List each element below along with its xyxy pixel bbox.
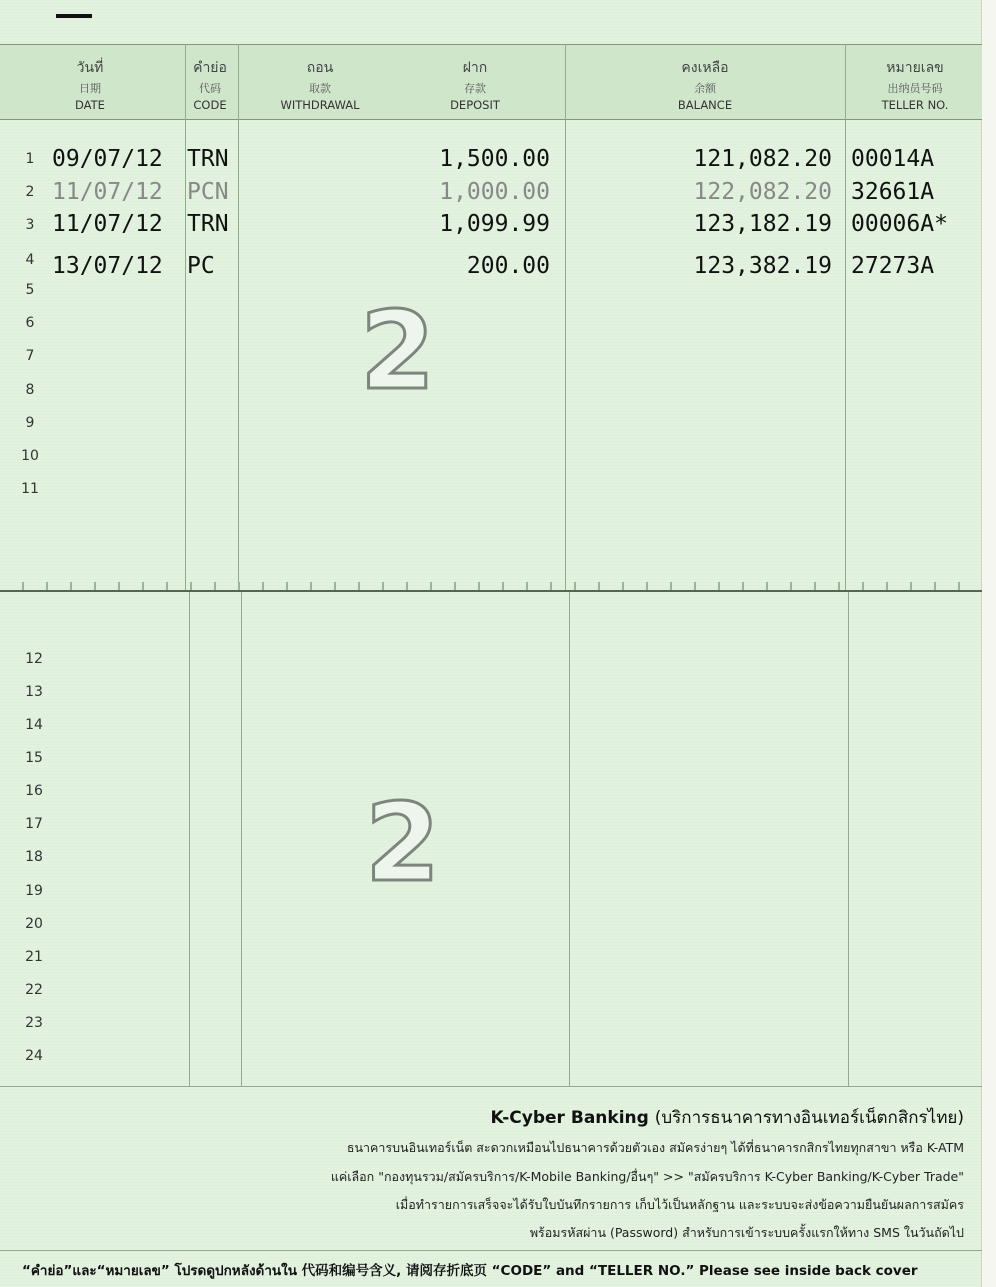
row-balance: 123,382.19 <box>693 253 832 279</box>
row-balance: 121,082.20 <box>693 146 832 172</box>
header-deposit <box>420 45 530 119</box>
page-edge <box>981 0 996 1287</box>
footer-text-line: พร้อมรหัสผ่าน (Password) สำหรับการเข้าระบบครั้งแรกให้ทาง SMS ในวันถัดไป <box>529 1225 964 1240</box>
col-divider <box>569 592 570 1086</box>
line-number: 19 <box>25 883 43 899</box>
header-code-en: CODE <box>193 98 227 112</box>
header-teller-cn: 出纳员号码 <box>887 82 943 95</box>
header-deposit-en: DEPOSIT <box>450 98 500 112</box>
line-number: 14 <box>25 717 43 733</box>
line-number: 3 <box>25 217 35 233</box>
k-cyber-title-th: (บริการธนาคารทางอินเทอร์เน็ตกสิกรไทย) <box>654 1108 964 1128</box>
row-teller: 32661A <box>851 179 935 205</box>
row-teller: 00006A* <box>851 211 948 237</box>
row-code: PCN <box>187 179 229 205</box>
col-divider <box>848 592 849 1086</box>
header-teller-en: TELLER NO. <box>881 98 949 112</box>
row-deposit: 200.00 <box>466 253 550 279</box>
line-number: 5 <box>25 282 35 298</box>
bottom-note: “คำย่อ”และ“หมายเลข” โปรดดูปกหลังด้านใน 代码和编号含义, 请阅存折底页 “CODE” and “TELLER NO.” Please see inside back cover <box>22 1263 918 1279</box>
row-deposit: 1,099.99 <box>439 211 550 237</box>
k-cyber-title-en: K-Cyber Banking <box>490 1108 649 1128</box>
row-date: 13/07/12 <box>52 253 163 279</box>
header-withdrawal-cn: 取款 <box>309 82 331 95</box>
header-code-cn: 代码 <box>199 82 221 95</box>
row-deposit: 1,500.00 <box>439 146 550 172</box>
line-number: 2 <box>25 184 35 200</box>
header-balance-cn: 余额 <box>694 82 716 95</box>
row-date: 09/07/12 <box>52 146 163 172</box>
line-number: 12 <box>25 651 43 667</box>
line-number: 13 <box>25 684 43 700</box>
fold-line <box>0 590 982 592</box>
header-withdrawal <box>250 45 390 119</box>
line-number: 23 <box>25 1015 43 1031</box>
header-teller-th: หมายเลข <box>886 60 944 76</box>
col-divider <box>189 592 190 1086</box>
header-withdrawal-en: WITHDRAWAL <box>280 98 360 112</box>
header-date-th: วันที่ <box>76 60 104 76</box>
header-balance-en: BALANCE <box>677 98 733 112</box>
row-balance: 123,182.19 <box>693 211 832 237</box>
header-balance <box>640 45 770 119</box>
header-deposit-cn: 存款 <box>464 82 486 95</box>
footer-divider <box>0 1086 982 1087</box>
col-divider <box>565 44 566 590</box>
row-teller: 00014A <box>851 146 935 172</box>
line-number: 20 <box>25 916 43 932</box>
top-mark <box>56 14 92 18</box>
bottom-note-bar <box>0 1250 982 1285</box>
row-date: 11/07/12 <box>52 179 163 205</box>
header-withdrawal-th: ถอน <box>306 60 334 76</box>
row-code: TRN <box>187 146 229 172</box>
header-date-en: DATE <box>75 98 105 112</box>
k-cyber-title <box>491 1104 964 1131</box>
line-number: 18 <box>25 849 43 865</box>
col-divider <box>845 44 846 590</box>
header-teller <box>850 45 980 119</box>
col-divider <box>241 592 242 1086</box>
line-number: 7 <box>25 348 35 364</box>
line-number: 22 <box>25 982 43 998</box>
row-teller: 27273A <box>851 253 935 279</box>
line-number: 10 <box>21 448 39 464</box>
row-balance: 122,082.20 <box>693 179 832 205</box>
line-number: 11 <box>21 481 39 497</box>
line-number: 24 <box>25 1048 43 1064</box>
row-code: PC <box>187 253 215 279</box>
row-date: 11/07/12 <box>52 211 163 237</box>
col-divider <box>185 44 186 590</box>
page-marker-bottom: 2 <box>365 781 441 906</box>
footer-text-line: เมื่อทำรายการเสร็จจะได้รับใบบันทึกรายการ เก็บไว้เป็นหลักฐาน และระบบจะส่งข้อความยืนยันผลการสมัคร <box>395 1197 964 1212</box>
column-header <box>0 44 982 120</box>
line-number: 9 <box>25 415 35 431</box>
line-number: 16 <box>25 783 43 799</box>
header-code-th: คำย่อ <box>193 60 227 76</box>
line-number: 8 <box>25 382 35 398</box>
line-number: 17 <box>25 816 43 832</box>
row-deposit: 1,000.00 <box>439 179 550 205</box>
header-date <box>40 45 140 119</box>
col-divider <box>238 44 239 590</box>
page-marker-top: 2 <box>360 289 436 414</box>
header-code <box>180 45 240 119</box>
header-date-cn: 日期 <box>79 82 101 95</box>
footer-text-line: ธนาคารบนอินเทอร์เน็ต สะดวกเหมือนไปธนาคารด้วยตัวเอง สมัครง่ายๆ ได้ที่ธนาคารกสิกรไทยทุกสาขา หรือ K-ATM <box>346 1140 964 1155</box>
header-deposit-th: ฝาก <box>462 60 488 76</box>
header-balance-th: คงเหลือ <box>681 60 729 76</box>
line-number: 6 <box>25 315 35 331</box>
line-number: 4 <box>25 252 35 268</box>
line-number: 15 <box>25 750 43 766</box>
line-number: 21 <box>25 949 43 965</box>
line-number: 1 <box>25 151 35 167</box>
footer-text-line: แค่เลือก "กองทุนรวม/สมัครบริการ/K-Mobile Banking/อื่นๆ" >> "สมัครบริการ K-Cyber Banking/K-Cyber Trade" <box>330 1169 964 1184</box>
row-code: TRN <box>187 211 229 237</box>
perforation-dots <box>0 582 982 590</box>
